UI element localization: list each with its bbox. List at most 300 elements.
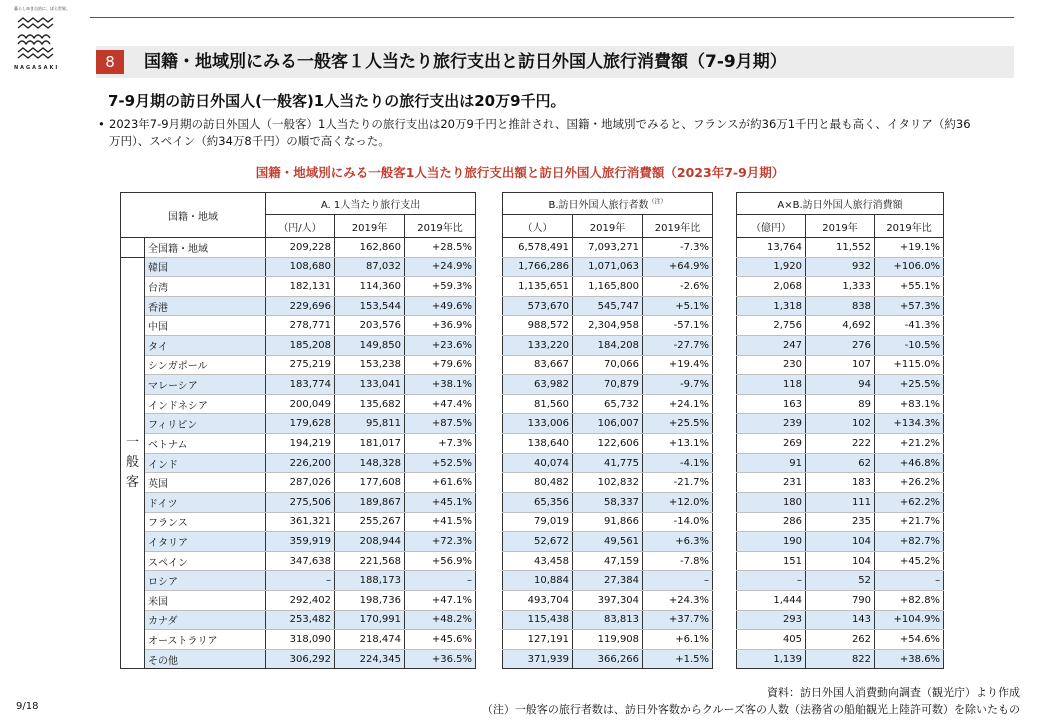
cell-b19: 83,813 (573, 610, 643, 630)
cell-a19: 114,360 (335, 277, 405, 297)
column-gap (713, 473, 737, 493)
cell-a: 292,402 (266, 590, 335, 610)
cell-ar: +56.9% (405, 551, 476, 571)
column-gap (476, 336, 503, 356)
column-gap (713, 492, 737, 512)
column-gap (713, 453, 737, 473)
column-gap (476, 375, 503, 395)
cell-b: 43,458 (503, 551, 573, 571)
cell-c19: 4,692 (806, 316, 875, 336)
cell-c19: 104 (806, 532, 875, 552)
cell-a19: 224,345 (335, 649, 405, 669)
region-name: その他 (145, 649, 266, 669)
cell-cr: +19.1% (875, 238, 944, 258)
cell-br: +5.1% (643, 296, 713, 316)
cell-a: 275,506 (266, 492, 335, 512)
group-label-text: 一般客 (125, 435, 139, 490)
cell-cr: +55.1% (875, 277, 944, 297)
cell-br: +12.0% (643, 492, 713, 512)
column-gap (476, 492, 503, 512)
cell-cr: +115.0% (875, 355, 944, 375)
cell-c: 1,444 (737, 590, 806, 610)
cell-b19: 65,732 (573, 394, 643, 414)
cell-c19: 932 (806, 257, 875, 277)
cell-b19: 47,159 (573, 551, 643, 571)
table-row (121, 649, 944, 669)
region-name: シンガポール (145, 355, 266, 375)
cell-c: 151 (737, 551, 806, 571)
column-gap (476, 215, 503, 238)
cell-c: 231 (737, 473, 806, 493)
cell-a: 182,131 (266, 277, 335, 297)
cell-br: +6.3% (643, 532, 713, 552)
cell-b19: 119,908 (573, 630, 643, 650)
cell-a: 359,919 (266, 532, 335, 552)
cell-cr: – (875, 571, 944, 591)
cell-cr: +82.8% (875, 590, 944, 610)
cell-c: 118 (737, 375, 806, 395)
cell-c19: 222 (806, 434, 875, 454)
table-row (121, 453, 944, 473)
cell-a19: 218,474 (335, 630, 405, 650)
cell-b19: 70,066 (573, 355, 643, 375)
region-name: 米国 (145, 590, 266, 610)
column-gap (713, 277, 737, 297)
column-gap (713, 434, 737, 454)
wave-emblem-icon (14, 16, 58, 62)
region-name: イタリア (145, 532, 266, 552)
cell-c: 286 (737, 512, 806, 532)
cell-br: -7.3% (643, 238, 713, 258)
cell-c19: 838 (806, 296, 875, 316)
column-gap (476, 610, 503, 630)
cell-br: -4.1% (643, 453, 713, 473)
cell-b19: 27,384 (573, 571, 643, 591)
c-2019-header: 2019年 (806, 215, 875, 238)
cell-br: +19.4% (643, 355, 713, 375)
cell-ar: +38.1% (405, 375, 476, 395)
cell-a: 287,026 (266, 473, 335, 493)
cell-c: 2,068 (737, 277, 806, 297)
table-row (121, 492, 944, 512)
table-row (121, 296, 944, 316)
cell-b: 6,578,491 (503, 238, 573, 258)
cell-c19: 276 (806, 336, 875, 356)
c-ratio-header: 2019年比 (875, 215, 944, 238)
region-name: 英国 (145, 473, 266, 493)
column-gap (713, 551, 737, 571)
cell-a: 347,638 (266, 551, 335, 571)
group-c-header: A×B.訪日外国人旅行消費額 (737, 193, 944, 215)
cell-ar: +7.3% (405, 434, 476, 454)
cell-a: 108,680 (266, 257, 335, 277)
region-name: フランス (145, 512, 266, 532)
cell-b19: 1,071,063 (573, 257, 643, 277)
cell-c: 239 (737, 414, 806, 434)
cell-b19: 70,879 (573, 375, 643, 395)
table-row (121, 375, 944, 395)
cell-ar: +87.5% (405, 414, 476, 434)
cell-ar: +45.1% (405, 492, 476, 512)
section-number: 8 (96, 50, 124, 74)
cell-b19: 184,208 (573, 336, 643, 356)
table-row (121, 512, 944, 532)
column-gap (476, 355, 503, 375)
cell-a: 200,049 (266, 394, 335, 414)
cell-br: -2.6% (643, 277, 713, 297)
cell-a: 361,321 (266, 512, 335, 532)
cell-b: 63,982 (503, 375, 573, 395)
cell-ar: – (405, 571, 476, 591)
cell-a19: 188,173 (335, 571, 405, 591)
section-header (96, 46, 1014, 78)
column-gap (713, 590, 737, 610)
cell-cr: +134.3% (875, 414, 944, 434)
cell-c: 1,139 (737, 649, 806, 669)
cell-a19: 208,944 (335, 532, 405, 552)
cell-c: 230 (737, 355, 806, 375)
column-gap (713, 375, 737, 395)
cell-br: +25.5% (643, 414, 713, 434)
column-gap (476, 238, 503, 258)
cell-b19: 41,775 (573, 453, 643, 473)
cell-b: 133,006 (503, 414, 573, 434)
bullet-dot: • (98, 117, 105, 131)
cell-a19: 162,860 (335, 238, 405, 258)
a-ratio-header: 2019年比 (405, 215, 476, 238)
column-gap (476, 316, 503, 336)
region-header: 国籍・地域 (121, 193, 266, 238)
cell-cr: +45.2% (875, 551, 944, 571)
cell-b19: 366,266 (573, 649, 643, 669)
cell-cr: +82.7% (875, 532, 944, 552)
cell-cr: +62.2% (875, 492, 944, 512)
cell-a19: 177,608 (335, 473, 405, 493)
cell-ar: +36.5% (405, 649, 476, 669)
cell-br: +13.1% (643, 434, 713, 454)
cell-a19: 149,850 (335, 336, 405, 356)
cell-b: 371,939 (503, 649, 573, 669)
cell-a: 183,774 (266, 375, 335, 395)
cell-cr: +54.6% (875, 630, 944, 650)
cell-br: -57.1% (643, 316, 713, 336)
cell-b19: 545,747 (573, 296, 643, 316)
cell-ar: +41.5% (405, 512, 476, 532)
column-gap (713, 414, 737, 434)
cell-ar: +52.5% (405, 453, 476, 473)
column-gap (713, 649, 737, 669)
cell-c19: 235 (806, 512, 875, 532)
cell-ar: +48.2% (405, 610, 476, 630)
cell-cr: +57.3% (875, 296, 944, 316)
cell-b19: 122,606 (573, 434, 643, 454)
group-b-title: B.訪日外国人旅行者数 (548, 200, 649, 211)
cell-a19: 221,568 (335, 551, 405, 571)
cell-a: 275,219 (266, 355, 335, 375)
source-note: 資料：訪日外国人消費動向調査（観光庁）より作成 (767, 686, 1020, 699)
b-2019-header: 2019年 (573, 215, 643, 238)
cell-cr: +38.6% (875, 649, 944, 669)
page-number: 9/18 (16, 701, 39, 712)
cell-c19: 183 (806, 473, 875, 493)
cell-a19: 87,032 (335, 257, 405, 277)
headline: 7-9月期の訪日外国人(一般客)1人当たりの旅行支出は20万9千円。 (108, 92, 566, 110)
column-gap (713, 215, 737, 238)
region-name: フィリピン (145, 414, 266, 434)
cell-b: 1,766,286 (503, 257, 573, 277)
column-gap (476, 414, 503, 434)
cell-a: 253,482 (266, 610, 335, 630)
cell-ar: +79.6% (405, 355, 476, 375)
table-row (121, 571, 944, 591)
cell-br: +24.1% (643, 394, 713, 414)
cell-b19: 102,832 (573, 473, 643, 493)
table-row (121, 277, 944, 297)
cell-b19: 91,866 (573, 512, 643, 532)
cell-c19: 11,552 (806, 238, 875, 258)
cell-b: 52,672 (503, 532, 573, 552)
table-row (121, 238, 944, 258)
cell-a19: 170,991 (335, 610, 405, 630)
column-gap (713, 316, 737, 336)
cell-a: 179,628 (266, 414, 335, 434)
cell-c19: 102 (806, 414, 875, 434)
cell-cr: +25.5% (875, 375, 944, 395)
cell-c19: 104 (806, 551, 875, 571)
cell-cr: -10.5% (875, 336, 944, 356)
cell-b: 65,356 (503, 492, 573, 512)
region-name: 台湾 (145, 277, 266, 297)
cell-a19: 203,576 (335, 316, 405, 336)
cell-br: -27.7% (643, 336, 713, 356)
cell-a19: 148,328 (335, 453, 405, 473)
footnote: （注）一般客の旅行者数は、訪日外客数からクルーズ客の人数（法務省の船舶観光上陸許可数）を除いたもの (481, 703, 1020, 716)
cell-b19: 49,561 (573, 532, 643, 552)
cell-b: 127,191 (503, 630, 573, 650)
cell-a19: 153,544 (335, 296, 405, 316)
column-gap (713, 610, 737, 630)
cell-b19: 106,007 (573, 414, 643, 434)
cell-cr: +46.8% (875, 453, 944, 473)
region-name: オーストラリア (145, 630, 266, 650)
table-row (121, 590, 944, 610)
cell-ar: +23.6% (405, 336, 476, 356)
cell-ar: +72.3% (405, 532, 476, 552)
group-label (121, 257, 145, 669)
cell-b: 988,572 (503, 316, 573, 336)
column-gap (476, 394, 503, 414)
table-row (121, 355, 944, 375)
cell-b: 80,482 (503, 473, 573, 493)
cell-a19: 181,017 (335, 434, 405, 454)
cell-c19: 89 (806, 394, 875, 414)
cell-ar: +36.9% (405, 316, 476, 336)
cell-cr: +26.2% (875, 473, 944, 493)
cell-br: +24.3% (643, 590, 713, 610)
cell-a: 185,208 (266, 336, 335, 356)
column-gap (713, 193, 737, 215)
column-gap (713, 512, 737, 532)
cell-c19: 62 (806, 453, 875, 473)
cell-b: 573,670 (503, 296, 573, 316)
a-2019-header: 2019年 (335, 215, 405, 238)
region-name: 韓国 (145, 257, 266, 277)
region-name: カナダ (145, 610, 266, 630)
region-name: ロシア (145, 571, 266, 591)
cell-b: 1,135,651 (503, 277, 573, 297)
cell-c19: 1,333 (806, 277, 875, 297)
table-row (121, 532, 944, 552)
cell-c: 1,318 (737, 296, 806, 316)
cell-a: 278,771 (266, 316, 335, 336)
table-row (121, 394, 944, 414)
table-row (121, 473, 944, 493)
a-unit-header: （円/人） (266, 215, 335, 238)
cell-br: -21.7% (643, 473, 713, 493)
column-gap (713, 571, 737, 591)
table-row (121, 316, 944, 336)
cell-br: – (643, 571, 713, 591)
cell-cr: +21.2% (875, 434, 944, 454)
cell-cr: +21.7% (875, 512, 944, 532)
cell-a: 209,228 (266, 238, 335, 258)
group-b-note-mark: （注） (648, 198, 667, 206)
nagasaki-logo (14, 6, 70, 71)
cell-b19: 58,337 (573, 492, 643, 512)
column-gap (713, 336, 737, 356)
column-gap (713, 630, 737, 650)
cell-a19: 135,682 (335, 394, 405, 414)
cell-cr: -41.3% (875, 316, 944, 336)
cell-br: +64.9% (643, 257, 713, 277)
column-gap (713, 238, 737, 258)
cell-cr: +83.1% (875, 394, 944, 414)
b-ratio-header: 2019年比 (643, 215, 713, 238)
table-row (121, 257, 944, 277)
group-spacer (121, 238, 145, 258)
cell-a: 318,090 (266, 630, 335, 650)
table-body (121, 238, 944, 669)
region-name: マレーシア (145, 375, 266, 395)
column-gap (713, 296, 737, 316)
cell-b: 40,074 (503, 453, 573, 473)
cell-c: 1,920 (737, 257, 806, 277)
table-row (121, 551, 944, 571)
summary-text: 2023年7-9月期の訪日外国人（一般客）1人当たりの旅行支出は20万9千円と推計され、国籍・地域別でみると、フランスが約36万1千円と最も高く、イタリア（約36万円）、スペイン（約34万8千円）の順で高くなった。 (109, 117, 971, 148)
cell-br: -14.0% (643, 512, 713, 532)
region-name: タイ (145, 336, 266, 356)
table-title: 国籍・地域別にみる一般客1人当たり旅行支出額と訪日外国人旅行消費額（2023年7-9月期） (255, 165, 785, 180)
cell-cr: +106.0% (875, 257, 944, 277)
region-name: 中国 (145, 316, 266, 336)
region-name: インドネシア (145, 394, 266, 414)
column-gap (476, 532, 503, 552)
cell-c: 13,764 (737, 238, 806, 258)
cell-b19: 1,165,800 (573, 277, 643, 297)
group-a-header: A. 1人当たり旅行支出 (266, 193, 476, 215)
section-title: 国籍・地域別にみる一般客１人当たり旅行支出と訪日外国人旅行消費額（7-9月期） (144, 52, 787, 72)
region-name: スペイン (145, 551, 266, 571)
logo-wordmark: NAGASAKI (14, 65, 60, 71)
column-gap (476, 571, 503, 591)
region-name: インド (145, 453, 266, 473)
cell-c19: 111 (806, 492, 875, 512)
cell-c: 405 (737, 630, 806, 650)
column-gap (713, 532, 737, 552)
cell-c19: 822 (806, 649, 875, 669)
cell-a: 229,696 (266, 296, 335, 316)
cell-c: 293 (737, 610, 806, 630)
logo-tagline: 暮らしゆき自治に、ぼら世界。 (14, 6, 70, 11)
column-gap (476, 277, 503, 297)
cell-b: 83,667 (503, 355, 573, 375)
cell-b: 133,220 (503, 336, 573, 356)
table-row (121, 610, 944, 630)
cell-br: -9.7% (643, 375, 713, 395)
cell-a19: 153,238 (335, 355, 405, 375)
table-row (121, 434, 944, 454)
cell-c: 91 (737, 453, 806, 473)
column-gap (476, 257, 503, 277)
cell-a19: 133,041 (335, 375, 405, 395)
column-gap (476, 453, 503, 473)
cell-c: 190 (737, 532, 806, 552)
cell-a19: 95,811 (335, 414, 405, 434)
cell-c: 2,756 (737, 316, 806, 336)
cell-c19: 143 (806, 610, 875, 630)
cell-b19: 7,093,271 (573, 238, 643, 258)
cell-br: +37.7% (643, 610, 713, 630)
region-name: 香港 (145, 296, 266, 316)
cell-ar: +47.1% (405, 590, 476, 610)
column-gap (713, 394, 737, 414)
column-gap (713, 355, 737, 375)
cell-c19: 52 (806, 571, 875, 591)
cell-a19: 189,867 (335, 492, 405, 512)
column-gap (476, 296, 503, 316)
spending-table (120, 192, 944, 669)
cell-c19: 790 (806, 590, 875, 610)
column-gap (476, 649, 503, 669)
cell-br: +6.1% (643, 630, 713, 650)
cell-br: +1.5% (643, 649, 713, 669)
cell-b: 493,704 (503, 590, 573, 610)
column-gap (713, 257, 737, 277)
cell-cr: +104.9% (875, 610, 944, 630)
cell-c: 180 (737, 492, 806, 512)
column-gap (476, 512, 503, 532)
cell-a: – (266, 571, 335, 591)
cell-ar: +47.4% (405, 394, 476, 414)
cell-ar: +59.3% (405, 277, 476, 297)
cell-c19: 94 (806, 375, 875, 395)
table-row (121, 630, 944, 650)
group-b-header (503, 193, 713, 215)
header-divider (90, 17, 1014, 18)
cell-a: 226,200 (266, 453, 335, 473)
column-gap (476, 473, 503, 493)
cell-c19: 107 (806, 355, 875, 375)
cell-b: 115,438 (503, 610, 573, 630)
column-gap (476, 434, 503, 454)
column-gap (476, 193, 503, 215)
cell-c19: 262 (806, 630, 875, 650)
cell-b: 79,019 (503, 512, 573, 532)
cell-a19: 198,736 (335, 590, 405, 610)
summary-bullet (98, 116, 978, 150)
cell-ar: +28.5% (405, 238, 476, 258)
column-gap (476, 551, 503, 571)
